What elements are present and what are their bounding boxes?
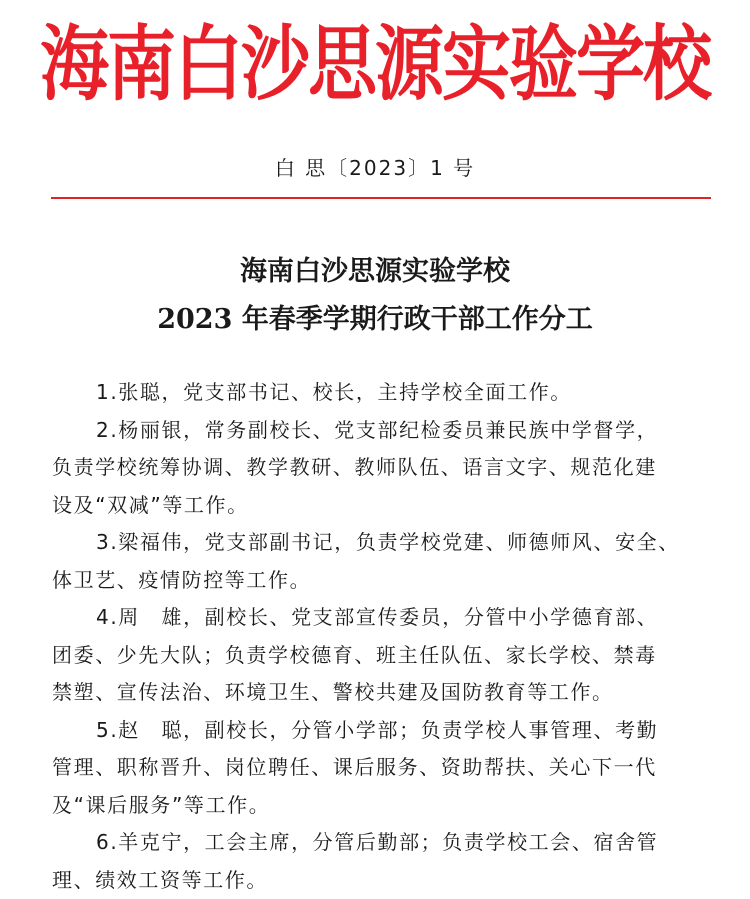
document-title-line-1: 海南白沙思源实验学校 (0, 252, 750, 292)
document-number: 白 思〔2023〕1 号 (0, 150, 750, 186)
document-title-line-2: 2023 年春季学期行政干部工作分工 (0, 300, 750, 340)
body-line: 理、绩效工资等工作。 (52, 862, 718, 899)
body-line: 团委、少先大队；负责学校德育、班主任队伍、家长学校、禁毒 (52, 637, 718, 675)
body-line: 体卫艺、疫情防控等工作。 (52, 562, 718, 600)
document-body (52, 374, 718, 899)
body-line: 2.杨丽银，常务副校长、党支部纪检委员兼民族中学督学， (52, 412, 718, 450)
body-line: 5.赵 聪，副校长，分管小学部；负责学校人事管理、考勤 (52, 712, 718, 750)
body-line: 6.羊克宁，工会主席，分管后勤部；负责学校工会、宿舍管 (52, 824, 718, 862)
body-line: 1.张聪，党支部书记、校长，主持学校全面工作。 (52, 374, 718, 412)
body-line: 禁塑、宣传法治、环境卫生、警校共建及国防教育等工作。 (52, 674, 718, 712)
body-line: 负责学校统筹协调、教学教研、教师队伍、语言文字、规范化建 (52, 449, 718, 487)
body-line: 管理、职称晋升、岗位聘任、课后服务、资助帮扶、关心下一代 (52, 749, 718, 787)
body-line: 及“课后服务”等工作。 (52, 787, 718, 825)
red-divider-line (51, 197, 711, 199)
body-line: 设及“双减”等工作。 (52, 487, 718, 525)
masthead-school-name: 海南白沙思源实验学校 (0, 6, 750, 124)
body-line: 4.周 雄，副校长、党支部宣传委员，分管中小学德育部、 (52, 599, 718, 637)
body-line: 3.梁福伟，党支部副书记，负责学校党建、师德师风、安全、 (52, 524, 718, 562)
